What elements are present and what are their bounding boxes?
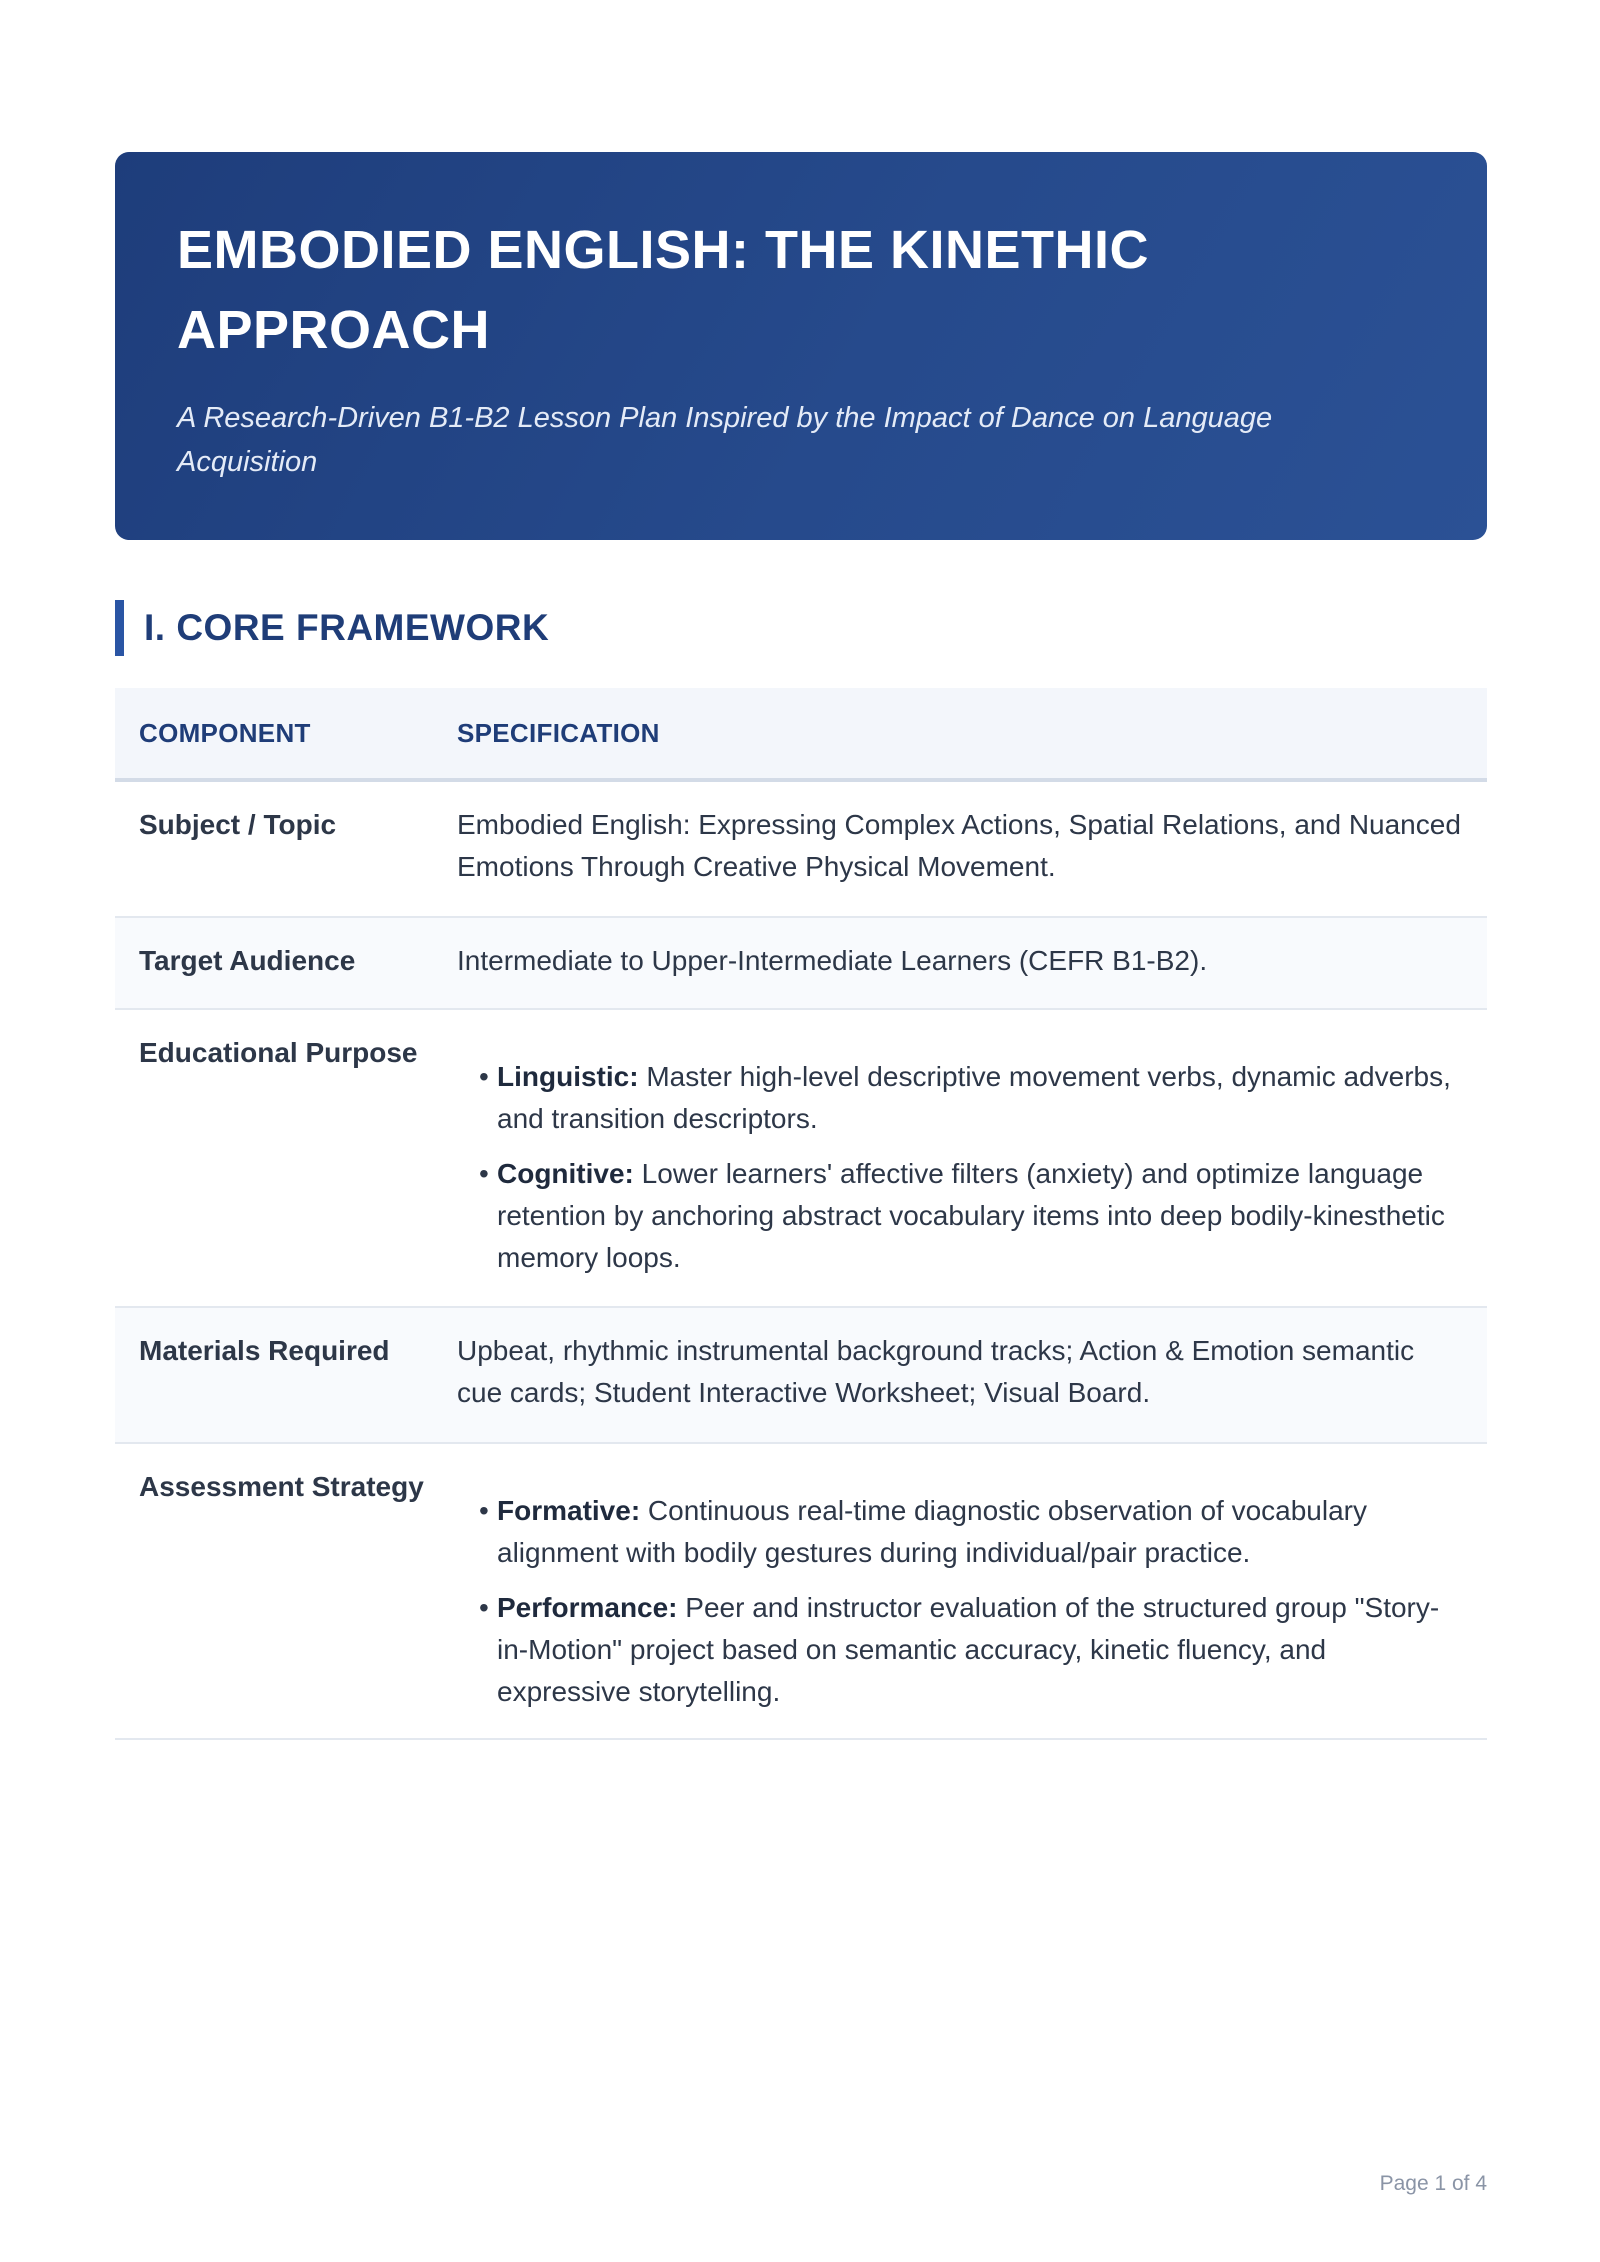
header-specification: SPECIFICATION: [457, 717, 660, 748]
table-row: [115, 1010, 1487, 1308]
document-title: EMBODIED ENGLISH: THE KINETHIC APPROACH: [177, 220, 1150, 360]
core-framework-table: [115, 688, 1487, 1740]
row-label: Materials Required: [139, 1335, 390, 1366]
table-row: [115, 918, 1487, 1010]
section-heading: [115, 600, 1487, 656]
row-label: Target Audience: [139, 945, 356, 976]
bullet-text: Lower learners' affective filters (anxiety) and optimize language retention by anchoring abstract vocabulary items into deep bodily-kinesthetic memory loops.: [497, 1158, 1445, 1273]
list-item: [457, 1587, 1463, 1713]
page-number: Page 1 of 4: [1379, 2172, 1487, 2195]
bullet-icon: •: [479, 1495, 489, 1526]
list-item: [457, 1490, 1463, 1574]
table-row: [115, 1444, 1487, 1740]
row-label: Educational Purpose: [139, 1037, 418, 1068]
bullet-icon: •: [479, 1592, 489, 1623]
bullet-term: Performance:: [497, 1592, 678, 1623]
bullet-term: Formative:: [497, 1495, 641, 1526]
bullet-text: Master high-level descriptive movement verbs, dynamic adverbs, and transition descriptors.: [497, 1061, 1451, 1134]
bullet-list: [457, 1056, 1463, 1279]
row-bullets: [457, 1032, 1487, 1306]
table-row: [115, 1308, 1487, 1444]
section-accent-bar: [115, 600, 124, 656]
bullet-term: Cognitive:: [497, 1158, 634, 1189]
list-item: [457, 1056, 1463, 1140]
row-text: Upbeat, rhythmic instrumental background tracks; Action & Emotion semantic cue cards; Student Interactive Worksheet; Visual Board.: [457, 1335, 1415, 1408]
header-component: COMPONENT: [139, 717, 311, 748]
bullet-list: [457, 1490, 1463, 1713]
table-header: [115, 688, 1487, 782]
bullet-icon: •: [479, 1061, 489, 1092]
section-title: I. CORE FRAMEWORK: [144, 607, 550, 648]
document-subtitle: A Research-Driven B1-B2 Lesson Plan Inspired by the Impact of Dance on Language Acquisition: [177, 402, 1273, 478]
list-item: [457, 1153, 1463, 1279]
row-label: Assessment Strategy: [139, 1471, 424, 1502]
row-label: Subject / Topic: [139, 809, 337, 840]
row-text: Embodied English: Expressing Complex Actions, Spatial Relations, and Nuanced Emotions Through Creative Physical Movement.: [457, 809, 1461, 882]
row-text: Intermediate to Upper-Intermediate Learners (CEFR B1-B2).: [457, 945, 1208, 976]
title-banner: [115, 152, 1487, 540]
table-row: [115, 782, 1487, 918]
bullet-term: Linguistic:: [497, 1061, 639, 1092]
bullet-text: Peer and instructor evaluation of the structured group "Story-in-Motion" project based on semantic accuracy, kinetic fluency, and expressive storytelling.: [497, 1592, 1440, 1707]
row-bullets: [457, 1466, 1487, 1738]
bullet-text: Continuous real-time diagnostic observation of vocabulary alignment with bodily gestures during individual/pair practice.: [497, 1495, 1367, 1568]
document-page: [115, 152, 1487, 1740]
bullet-icon: •: [479, 1158, 489, 1189]
